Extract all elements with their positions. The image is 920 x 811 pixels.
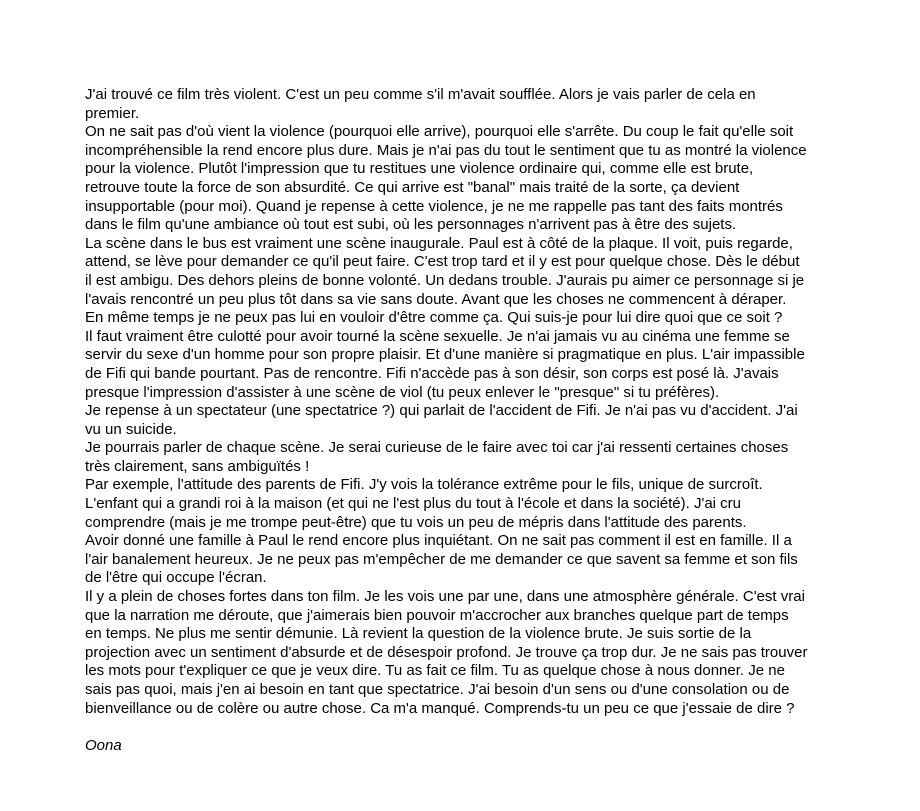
letter-line: Il y a plein de choses fortes dans ton film. Je les vois une par une, dans une atmosphère générale. C'est vrai xyxy=(85,588,805,606)
letter-line: Avoir donné une famille à Paul le rend encore plus inquiétant. On ne sait pas comment il est en famille. Il a xyxy=(85,532,792,550)
letter-line: en temps. Ne plus me sentir démunie. Là revient la question de la violence brute. Je suis sortie de la xyxy=(85,625,752,643)
letter-paragraph xyxy=(85,532,855,588)
letter-line: dans le film qu'une ambiance où tout est subi, où les personnages n'arrivent pas à être des sujets. xyxy=(85,216,737,234)
letter-line: insupportable (pour moi). Quand je repense à cette violence, je ne me rappelle pas tant des faits montrés xyxy=(85,197,783,215)
letter-line: de Fifi qui bande pourtant. Pas de rencontre. Fifi n'accède pas à son désir, son corps est posé là. J'avais xyxy=(85,364,779,382)
letter-paragraph xyxy=(85,402,855,439)
letter-line: J'ai trouvé ce film très violent. C'est un peu comme s'il m'avait soufflée. Alors je vais parler de cela en xyxy=(85,86,756,103)
letter-line: Il faut vraiment être culotté pour avoir tourné la scène sexuelle. Je n'ai jamais vu au cinéma une femme se xyxy=(85,327,790,345)
letter-line: les mots pour t'expliquer ce que je veux dire. Tu as fait ce film. Tu as quelque chose à nous donner. Je ne xyxy=(85,662,785,680)
letter-paragraph xyxy=(85,235,855,328)
letter-line: sais pas quoi, mais j'en ai besoin en tant que spectatrice. J'ai besoin d'un sens ou d'une consolation ou de xyxy=(85,681,790,698)
letter-line: vu un suicide. xyxy=(85,420,177,438)
letter-line: La scène dans le bus est vraiment une scène inaugurale. Paul est à côté de la plaque. Il voit, puis regarde, xyxy=(85,234,793,252)
letter-paragraph xyxy=(85,123,855,235)
letter-line: très clairement, sans ambiguïtés ! xyxy=(85,457,310,475)
letter-body xyxy=(85,86,855,718)
letter-line: presque l'impression d'assister à une scène de viol (tu peux enlever le "presque" si tu préfères). xyxy=(85,383,720,401)
letter-line: l'air banalement heureux. Je ne peux pas m'empêcher de me demander ce que savent sa femme et son fils xyxy=(85,550,798,568)
letter-line: projection avec un sentiment d'absurde et de désespoir profond. Je trouve ça trop dur. Je ne sais pas trouver xyxy=(85,643,808,661)
letter-line: retrouve toute la force de son absurdité. Ce qui arrive est "banal" mais traité de la sorte, ça devient xyxy=(85,178,740,196)
letter-line: L'enfant qui a grandi roi à la maison (et qui ne l'est plus du tout à l'école et dans la société). J'ai cru xyxy=(85,495,742,513)
letter-line: incompréhensible la rend encore plus dure. Mais je n'ai pas du tout le sentiment que tu as montré la violence xyxy=(85,141,807,159)
letter-line: En même temps je ne peux pas lui en vouloir d'être comme ça. Qui suis-je pour lui dire quoi que ce soit ? xyxy=(85,309,783,327)
letter-paragraph xyxy=(85,86,855,123)
letter-line: attend, se lève pour demander ce qu'il peut faire. C'est trop tard et il y est pour quelque chose. Dès le début xyxy=(85,253,800,271)
signature: Oona xyxy=(85,736,122,754)
letter-line: servir du sexe d'un homme pour son propre plaisir. Et d'une manière si pragmatique en plus. L'air impassible xyxy=(85,346,805,364)
letter-line: il est ambigu. Des dehors pleins de bonne volonté. Un dedans trouble. J'aurais pu aimer ce personnage si je xyxy=(85,271,805,289)
letter-paragraph xyxy=(85,476,855,532)
letter-line: comprendre (mais je me trompe peut-être) que tu vois un peu de mépris dans l'attitude des parents. xyxy=(85,513,747,531)
letter-line: Par exemple, l'attitude des parents de Fifi. J'y vois la tolérance extrême pour le fils, unique de surcroît. xyxy=(85,476,763,494)
letter-line: bienveillance ou de colère ou autre chose. Ca m'a manqué. Comprends-tu un peu ce que j'essaie de dire ? xyxy=(85,699,795,717)
letter-line: pour la violence. Plutôt l'impression que tu restitues une violence ordinaire qui, comme elle est brute, xyxy=(85,160,754,178)
letter-line: Je repense à un spectateur (une spectatrice ?) qui parlait de l'accident de Fifi. Je n'ai pas vu d'accident. J'ai xyxy=(85,402,798,420)
letter-document xyxy=(85,86,855,755)
letter-line: On ne sait pas d'où vient la violence (pourquoi elle arrive), pourquoi elle s'arrête. Du coup le fait qu'elle soit xyxy=(85,123,794,141)
letter-paragraph xyxy=(85,328,855,402)
letter-paragraph xyxy=(85,588,855,718)
letter-line: l'avais rencontré un peu plus tôt dans sa vie sans doute. Avant que les choses ne commencent à déraper. xyxy=(85,290,787,308)
letter-line: premier. xyxy=(85,104,140,122)
letter-line: de l'être qui occupe l'écran. xyxy=(85,569,267,587)
letter-paragraph xyxy=(85,439,855,476)
letter-line: que la narration me déroute, que j'aimerais bien pouvoir m'accrocher aux branches quelque part de temps xyxy=(85,606,789,624)
letter-line: Je pourrais parler de chaque scène. Je serai curieuse de le faire avec toi car j'ai ressenti certaines choses xyxy=(85,439,789,457)
